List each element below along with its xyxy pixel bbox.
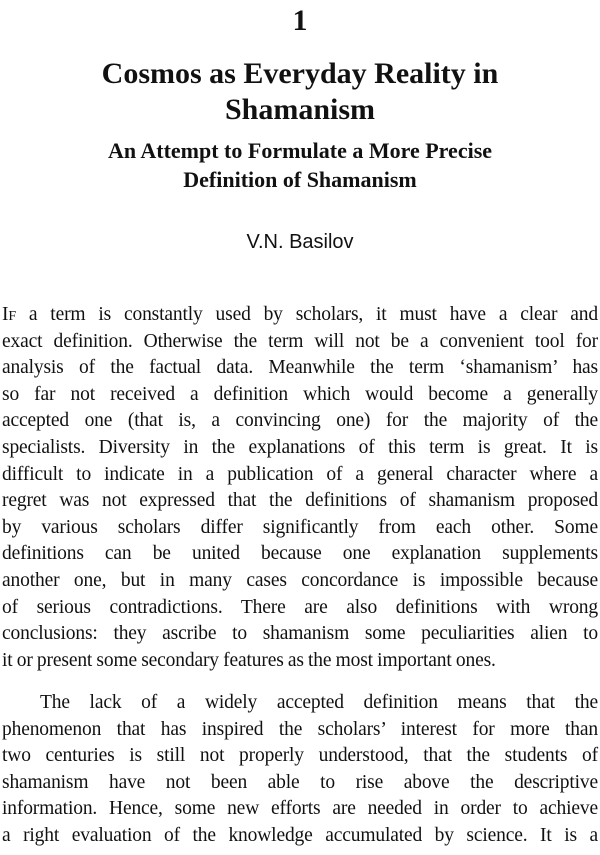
- paragraph-2-line-3: two centuries is still not properly understood, that the students of: [2, 745, 598, 767]
- chapter-title: [20, 56, 580, 128]
- paragraph-2-line-2: phenomenon that has inspired the scholars’ interest for more than: [2, 718, 598, 740]
- paragraph-1-line-14: it or present some secondary features as the most important ones.: [2, 649, 496, 671]
- paragraph-1-line-2: exact definition. Otherwise the term will not be a convenient tool for: [2, 330, 598, 352]
- paragraph-1-line-9: by various scholars differ significantly from each other. Some: [2, 516, 598, 538]
- chapter-subtitle-line-1: An Attempt to Formulate a More Precise: [107, 138, 493, 163]
- paragraph-2: [0, 690, 600, 850]
- chapter-title-line-1: Cosmos as Everyday Reality in: [101, 57, 499, 90]
- paragraph-1-line-10: definitions can be united because one explanation supplements: [2, 543, 598, 565]
- paragraph-1-line-11: another one, but in many cases concordance is impossible because: [2, 569, 598, 591]
- paragraph-1-line-8: regret was not expressed that the definitions of shamanism proposed: [2, 490, 598, 512]
- author-name: V.N. Basilov: [246, 231, 354, 253]
- paragraph-1-line-6: specialists. Diversity in the explanations of this term is great. It is: [2, 436, 598, 458]
- paragraph-1: [0, 302, 600, 674]
- paragraph-1-line-13: conclusions: they ascribe to shamanism some peculiarities alien to: [2, 623, 598, 645]
- paragraph-1-line-12: of serious contradictions. There are also definitions with wrong: [2, 596, 598, 618]
- paragraph-1-line-7: difficult to indicate in a publication of a general character where a: [2, 463, 598, 485]
- paragraph-lead-word: If: [2, 304, 16, 325]
- paragraph-1-line-3: analysis of the factual data. Meanwhile the term ‘shamanism’ has: [2, 357, 598, 379]
- chapter-subtitle-line-2: Definition of Shamanism: [183, 167, 417, 192]
- chapter-number: 1: [292, 4, 308, 37]
- paragraph-2-line-6: a right evaluation of the knowledge accumulated by science. It is a: [2, 824, 598, 846]
- paragraph-2-line-5: information. Hence, some new efforts are needed in order to achieve: [2, 798, 598, 820]
- paragraph-2-line-4: shamanism have not been able to rise above the descriptive: [2, 771, 598, 793]
- chapter-title-line-2: Shamanism: [224, 93, 376, 126]
- paragraph-2-line-1: The lack of a widely accepted definition means that the: [40, 692, 598, 713]
- paragraph-1-line-5: accepted one (that is, a convincing one) for the majority of the: [2, 410, 598, 432]
- paragraph-1-line-4: so far not received a definition which would become a generally: [2, 383, 598, 405]
- paragraph-1-line-1: If a term is constantly used by scholars, it must have a clear and: [2, 304, 598, 325]
- chapter-subtitle: [20, 136, 580, 194]
